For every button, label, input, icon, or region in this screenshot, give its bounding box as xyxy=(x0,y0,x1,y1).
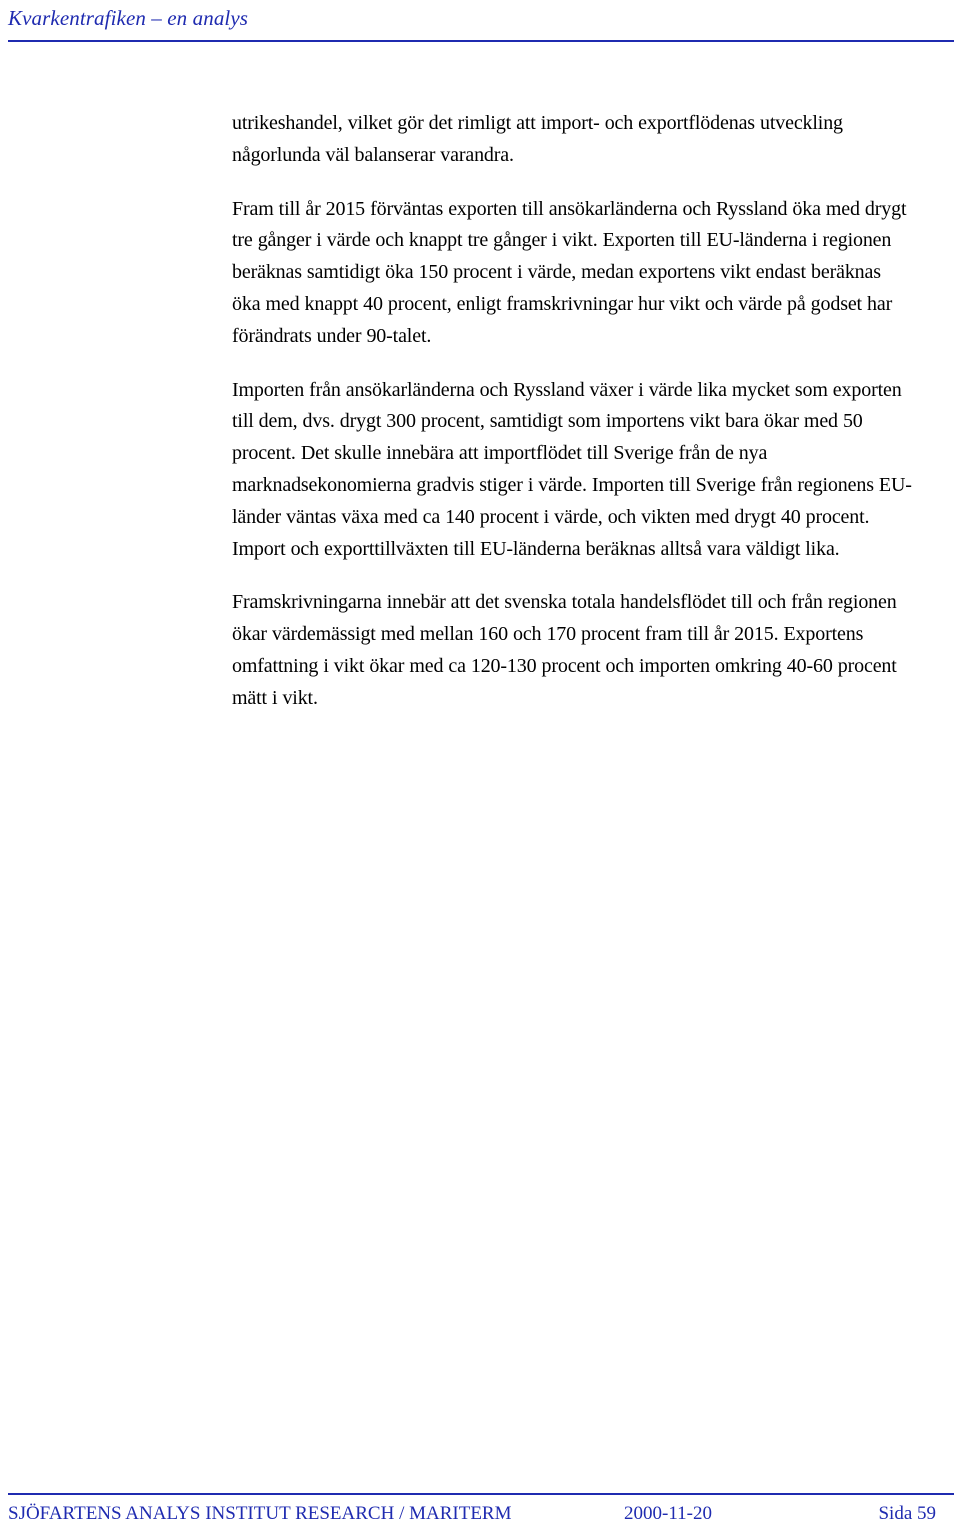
paragraph-4: Framskrivningarna innebär att det svenska totala handelsflödet till och från regionen ökar värdemässigt med mellan 160 och 170 procent fram till år 2015. Exportens omfattning i vikt ökar med ca 120-130 procent och importen omkring 40-60 procent mätt i vikt. xyxy=(232,591,897,709)
header-title: Kvarkentrafiken – en analys xyxy=(8,6,249,30)
footer-page-number: Sida 59 xyxy=(878,1503,936,1524)
page-header xyxy=(8,4,954,42)
paragraph-2: Fram till år 2015 förväntas exporten till ansökarländerna och Ryssland öka med drygt tre gånger i värde och knappt tre gånger i vikt. Exporten till EU-länderna i regionen beräknas samtidigt öka 150 procent i värde, medan exportens vikt endast beräknas öka med knappt 40 procent, enligt framskrivningar hur vikt och värde på godset har förändrats under 90-talet. xyxy=(232,197,907,347)
paragraph-3: Importen från ansökarländerna och Ryssland växer i värde lika mycket som exporten till dem, dvs. drygt 300 procent, samtidigt som importens vikt bara ökar med 50 procent. Det skulle innebära att importflödet till Sverige från de nya marknadsekonomierna gradvis stiger i värde. Importen till Sverige från regionens EU-länder väntas växa med ca 140 procent i värde, och vikten med drygt 40 procent. Import och exporttillväxten till EU-länderna beräknas alltså vara väldigt lika. xyxy=(232,378,912,560)
body-text xyxy=(232,108,912,737)
footer-date: 2000-11-20 xyxy=(624,1503,712,1524)
paragraph-1: utrikeshandel, vilket gör det rimligt att import- och exportflödenas utveckling någorlunda väl balanserar varandra. xyxy=(232,112,843,166)
footer-organization: SJÖFARTENS ANALYS INSTITUT RESEARCH / MARITERM xyxy=(8,1503,512,1524)
page-footer xyxy=(8,1493,954,1525)
